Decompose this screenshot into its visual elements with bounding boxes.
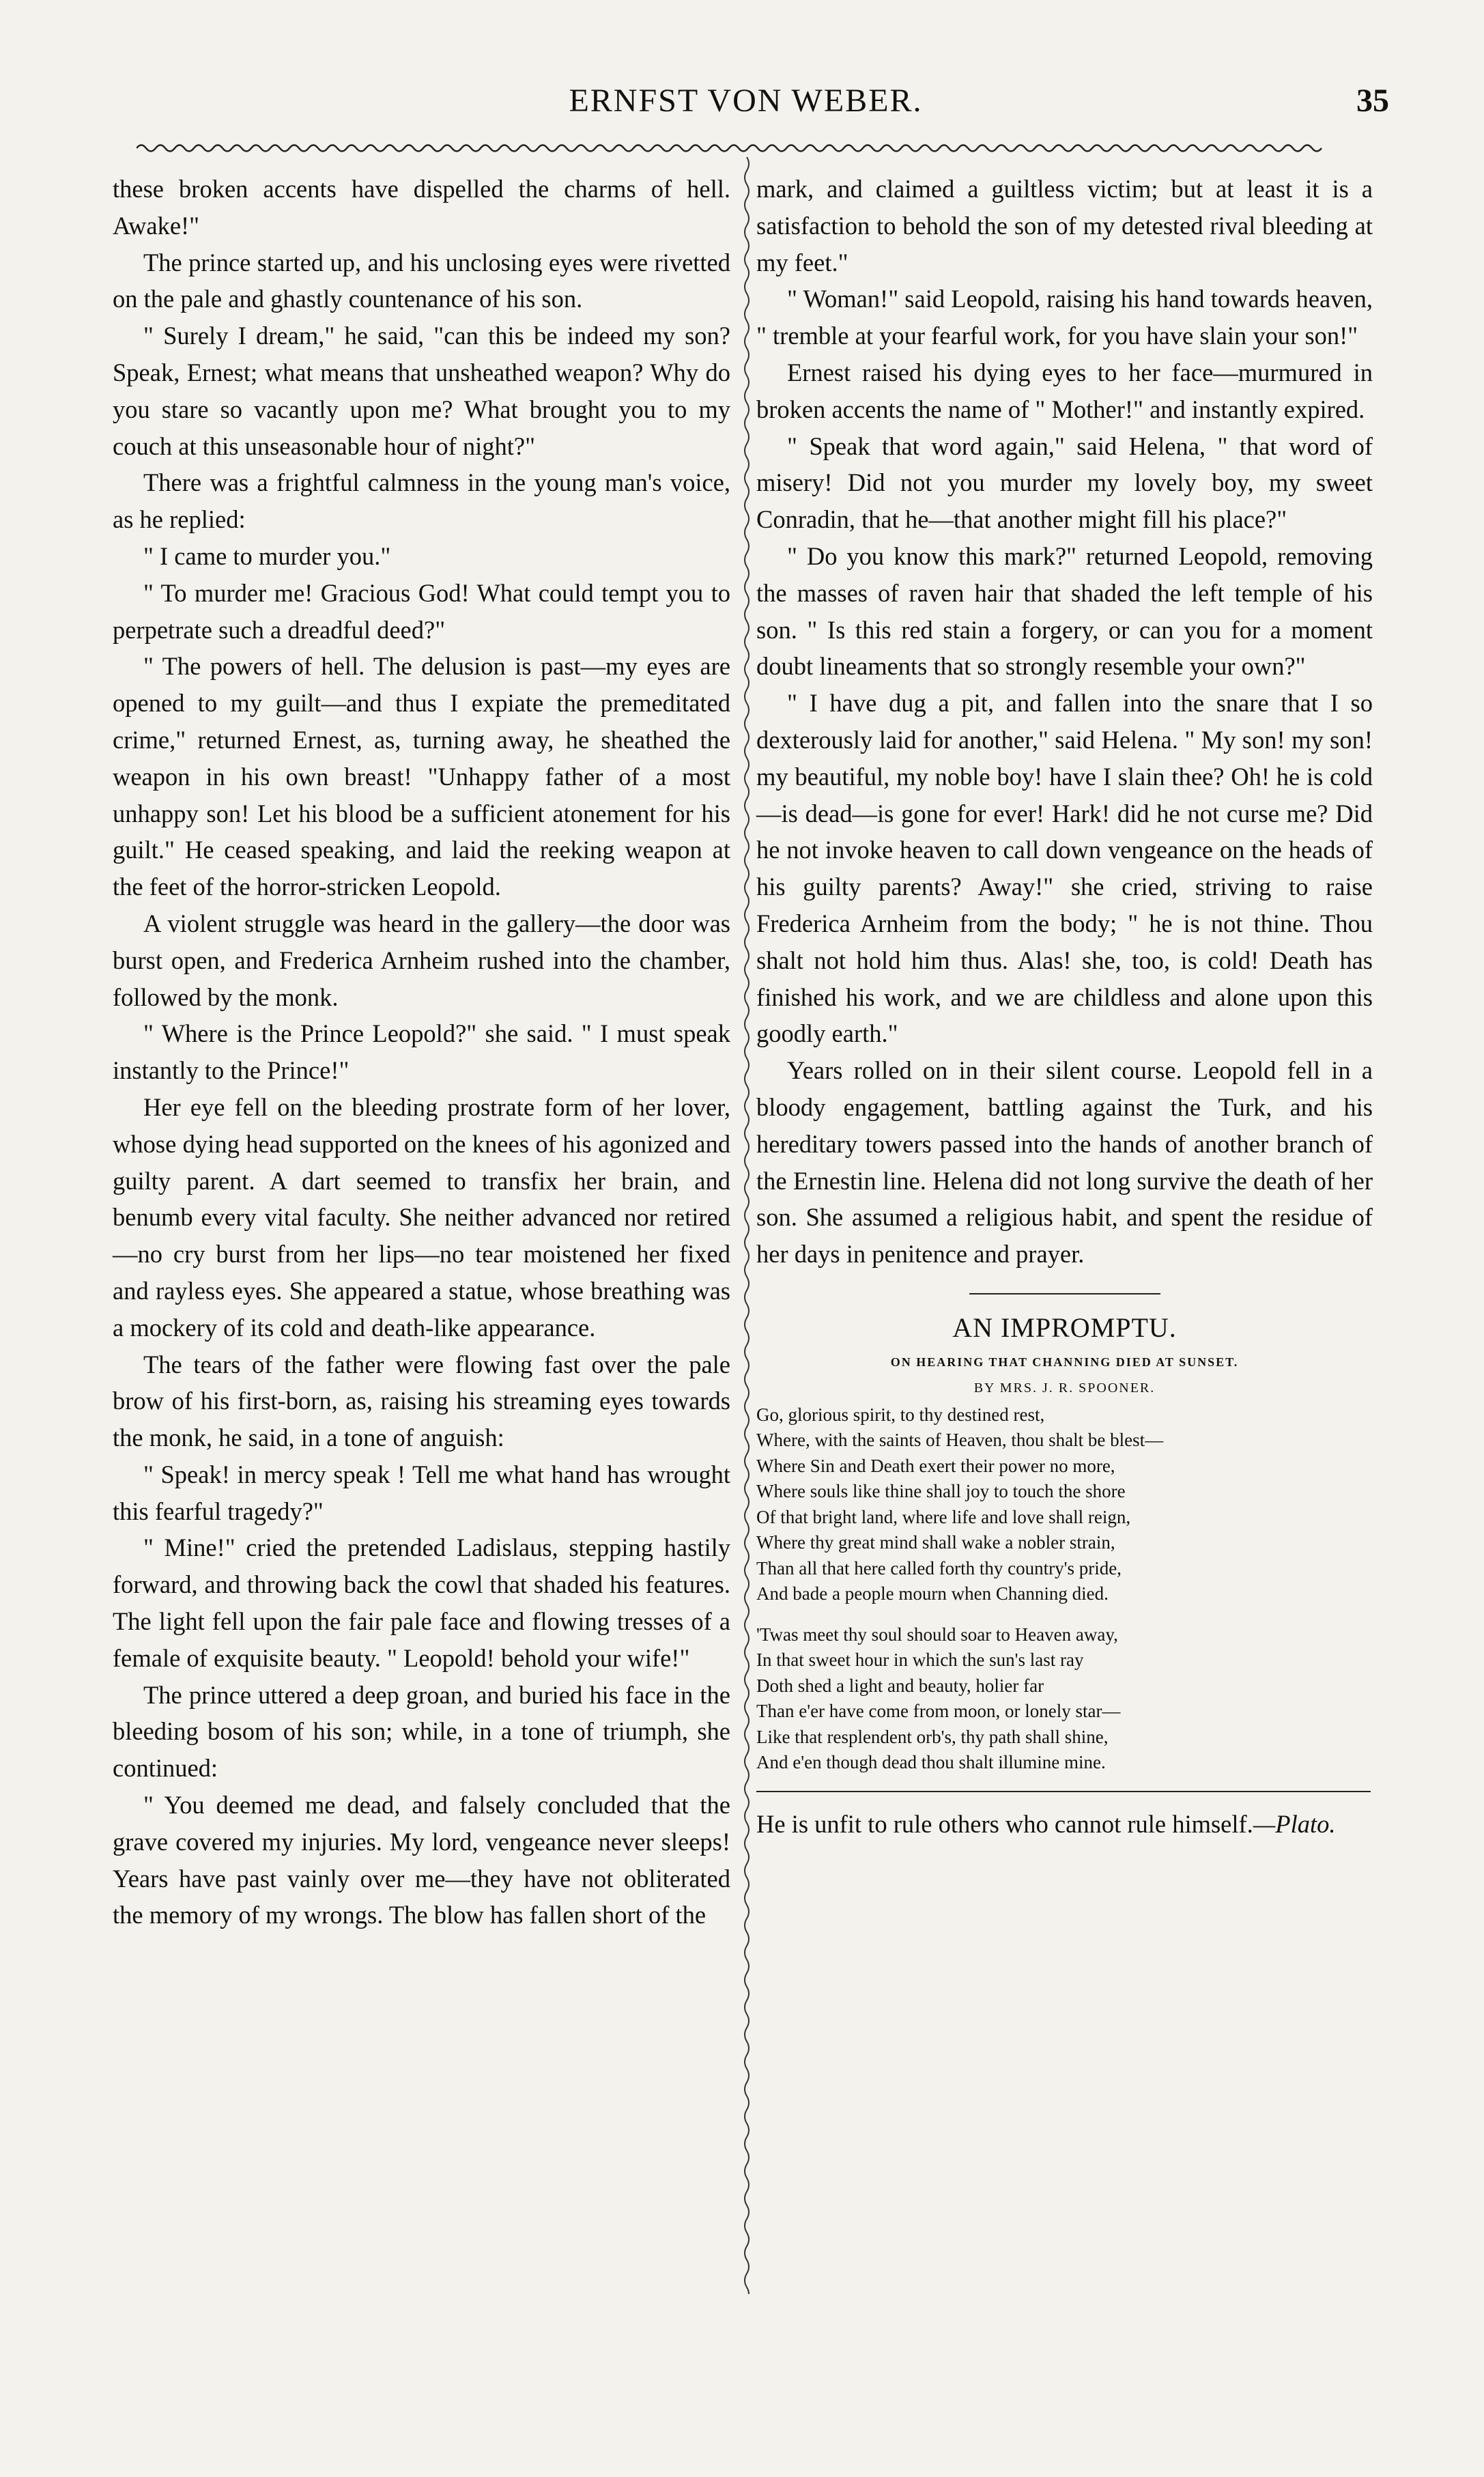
poem-line: Than e'er have come from moon, or lonely star— <box>756 1701 1121 1722</box>
paragraph: " Surely I dream," he said, "can this be indeed my son? Speak, Ernest; what means that unsheathed weapon? Why do you stare so vacantly upon me? What brought you to my couch at this unseasonable hour of night?" <box>113 322 730 460</box>
poem-line: Where, with the saints of Heaven, thou shalt be blest— <box>756 1430 1164 1451</box>
right-column <box>756 171 1373 1843</box>
paragraph: mark, and claimed a guiltless victim; but at least it is a satisfaction to behold the son of my detested rival bleeding at my feet." <box>756 175 1373 277</box>
running-head <box>102 82 1389 130</box>
page-number: 35 <box>1356 83 1389 119</box>
poem-line: Where Sin and Death exert their power no more, <box>756 1455 1115 1476</box>
poem-line: In that sweet hour in which the sun's last ray <box>756 1650 1084 1671</box>
paragraph: " You deemed me dead, and falsely concluded that the grave covered my injuries. My lord, vengeance never sleeps! Years have past vainly over me—they have not obliterated the memory of my wrongs. The blow has fallen short of the <box>113 1791 730 1929</box>
paragraph: Years rolled on in their silent course. Leopold fell in a bloody engagement, battling against the Turk, and his hereditary towers passed into the hands of another branch of the Ernestin line. Helena did not long survive the death of her son. She assumed a religious habit, and spent the residue of her days in penitence and prayer. <box>756 1056 1373 1269</box>
paragraph: A violent struggle was heard in the gallery—the door was burst open, and Frederica Arnheim rushed into the chamber, followed by the monk. <box>113 909 730 1011</box>
paragraph: The tears of the father were flowing fast over the pale brow of his first-born, as, raising his streaming eyes towards the monk, he said, in a tone of anguish: <box>113 1350 730 1452</box>
paragraph: " To murder me! Gracious God! What could tempt you to perpetrate such a dreadful deed?" <box>113 578 730 644</box>
poem-subtitle: ON HEARING THAT CHANNING DIED AT SUNSET. <box>890 1355 1239 1369</box>
paragraph: The prince uttered a deep groan, and buried his face in the bleeding bosom of his son; while, in a tone of triumph, she continued: <box>113 1680 730 1783</box>
paragraph: " I have dug a pit, and fallen into the snare that I so dexterously laid for another," said Helena. " My son! my son! my beautiful, my noble boy! have I slain thee? Oh! he is cold—is dead—is gone for ever! Hark! did he not curse me? Did he not invoke heaven to call down vengeance on the heads of his guilty parents? Away!" she cried, striving to raise Frederica Arnheim from the body; " he is not thine. Thou shalt not hold him thus. Alas! she, too, is cold! Death has finished his work, and we are childless and alone upon this goodly earth." <box>756 689 1373 1048</box>
section-rule <box>969 1293 1160 1294</box>
poem-line: Doth shed a light and beauty, holier far <box>756 1675 1044 1696</box>
paragraph: Her eye fell on the bleeding prostrate form of her lover, whose dying head supported on the knees of his agonized and guilty parent. A dart seemed to transfix her brain, and benumb every vital faculty. She neither advanced nor retired—no cry burst from her lips—no tear moistened her fixed and rayless eyes. She appeared a statue, whose breathing was a mockery of its cold and death-like appearance. <box>113 1092 730 1342</box>
poem-line: Where souls like thine shall joy to touch the shore <box>756 1481 1126 1502</box>
paragraph: " The powers of hell. The delusion is past—my eyes are opened to my guilt—and thus I expiate the premeditated crime," returned Ernest, as, turning away, he sheathed the weapon in his own breast! "Unhappy father of a most unhappy son! Let his blood be a sufficient atonement for his guilt." He ceased speaking, and laid the reeking weapon at the feet of the horror-stricken Leopold. <box>113 652 730 901</box>
poem-line: 'Twas meet thy soul should soar to Heaven away, <box>756 1624 1118 1645</box>
maxim-text: He is unfit to rule others who cannot rule himself. <box>756 1809 1253 1838</box>
poem-line: Than all that here called forth thy country's pride, <box>756 1557 1122 1579</box>
poem-line: And e'en though dead thou shalt illumine mine. <box>756 1752 1106 1773</box>
poem-line: Go, glorious spirit, to thy destined rest, <box>756 1404 1045 1425</box>
poem-line: Like that resplendent orb's, thy path shall shine, <box>756 1726 1109 1747</box>
paragraph: " Speak! in mercy speak ! Tell me what hand has wrought this fearful tragedy?" <box>113 1460 730 1525</box>
paragraph: these broken accents have dispelled the charms of hell. Awake!" <box>113 175 730 240</box>
left-column <box>113 171 730 1934</box>
poem-stanza <box>756 1402 1373 1607</box>
header-wavy-rule <box>137 140 1352 156</box>
paragraph: Ernest raised his dying eyes to her face—murmured in broken accents the name of " Mother!" and instantly expired. <box>756 358 1373 423</box>
column-divider <box>741 157 752 2294</box>
paragraph: " I came to murder you." <box>143 541 391 570</box>
poem-title: AN IMPROMPTU. <box>952 1312 1177 1343</box>
paragraph: " Speak that word again," said Helena, " that word of misery! Did not you murder my lovely boy, my sweet Conradin, that he—that another might fill his place?" <box>756 431 1373 534</box>
paragraph: " Mine!" cried the pretended Ladislaus, stepping hastily forward, and throwing back the cowl that shaded his features. The light fell upon the fair pale face and flowing tresses of a female of exquisite beauty. " Leopold! behold your wife!" <box>113 1533 730 1672</box>
poem-byline: BY MRS. J. R. SPOONER. <box>973 1380 1156 1396</box>
paragraph: " Do you know this mark?" returned Leopold, removing the masses of raven hair that shaded the left temple of his son. " Is this red stain a forgery, or can you for a moment doubt lineaments that so strongly resemble your own?" <box>756 541 1373 681</box>
poem-line: Where thy great mind shall wake a nobler strain, <box>756 1532 1115 1553</box>
maxim <box>756 1806 1373 1843</box>
maxim-attribution: —Plato. <box>1253 1809 1336 1838</box>
maxim-paragraph <box>756 1806 1373 1843</box>
poem-body <box>756 1402 1373 1776</box>
poem-line: Of that bright land, where life and love shall reign, <box>756 1506 1131 1527</box>
running-title: ERNFST VON WEBER. <box>569 83 923 119</box>
poem-stanza <box>756 1622 1373 1776</box>
poem-line: And bade a people mourn when Channing died. <box>756 1583 1109 1604</box>
paragraph: The prince started up, and his unclosing eyes were rivetted on the pale and ghastly countenance of his son. <box>113 248 730 313</box>
paragraph: There was a frightful calmness in the young man's voice, as he replied: <box>113 468 730 534</box>
paragraph: " Woman!" said Leopold, raising his hand towards heaven, " tremble at your fearful work, for you have slain your son!" <box>756 285 1373 350</box>
paragraph: " Where is the Prince Leopold?" she said. " I must speak instantly to the Prince!" <box>113 1019 730 1085</box>
maxim-rule <box>756 1791 1371 1792</box>
